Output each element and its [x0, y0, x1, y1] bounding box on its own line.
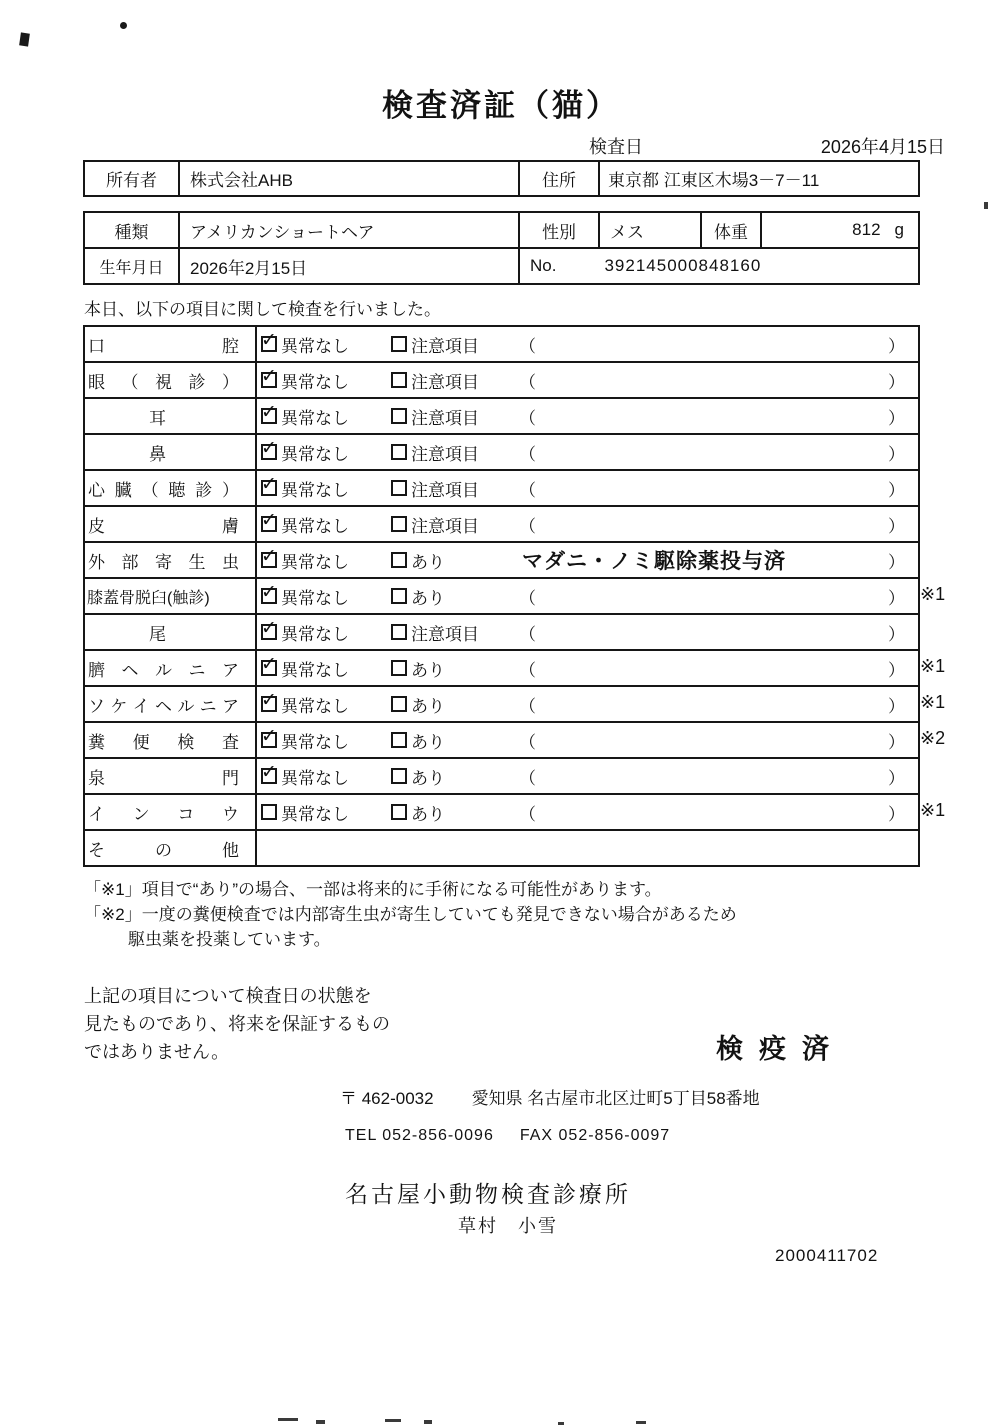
row-note: ※1 [920, 656, 946, 676]
clinic-phone-line [345, 1127, 670, 1145]
paren-close: ） [888, 552, 905, 572]
paren-close: ） [888, 444, 905, 464]
paren-open: （ [519, 624, 536, 644]
inspection-table [83, 325, 946, 867]
check1-label: 異常なし [281, 588, 349, 608]
owner-table [83, 160, 920, 197]
veterinarian-name: 草村 小雪 [458, 1216, 558, 1236]
paren-close: ） [888, 516, 905, 536]
document-serial: 2000411702 [775, 1246, 879, 1265]
item-label: 臍 ヘ ル ニ ア [85, 651, 257, 685]
item-label: 膝蓋骨脱臼(触診) [85, 579, 257, 613]
inspection-row [85, 397, 918, 433]
checkbox-icon [261, 408, 277, 424]
scan-artifact [278, 1418, 298, 1421]
address-value: 東京都 江東区木場3－7－11 [608, 171, 820, 190]
inspection-row [85, 793, 946, 829]
disclaimer-line: 見たものであり、将来を保証するもの [84, 1014, 390, 1034]
checkbox-icon [261, 624, 277, 640]
checkbox-icon [391, 336, 407, 352]
paren-close: ） [888, 480, 905, 500]
check2-label: 注意項目 [411, 372, 479, 392]
item-label: 外 部 寄 生 虫 [85, 543, 257, 577]
checkbox-icon [261, 516, 277, 532]
footnote-1: 「※1」項目で“あり”の場合、一部は将来的に手術になる可能性があります。 [84, 880, 662, 899]
checkbox-icon [261, 444, 277, 460]
check1-label: 異常なし [281, 336, 349, 356]
paren-open: （ [519, 696, 536, 716]
pet-info-table [83, 211, 920, 285]
checkbox-icon [391, 660, 407, 676]
paren-open: （ [519, 804, 536, 824]
checkbox-icon [261, 372, 277, 388]
no-label: No. [530, 256, 557, 275]
paren-open: （ [519, 372, 536, 392]
checkbox-icon [391, 624, 407, 640]
checkbox-icon [391, 516, 407, 532]
check1-label: 異常なし [281, 372, 349, 392]
paren-close: ） [888, 660, 905, 680]
item-label: ソ ケ イ ヘ ル ニ ア [85, 687, 257, 721]
check2-label: 注意項目 [411, 444, 479, 464]
check2-label: あり [411, 660, 445, 680]
item-label: そ の 他 [85, 831, 257, 865]
clinic-tel: TEL 052-856-0096 [345, 1127, 494, 1144]
inspection-date-value: 2026年4月15日 [820, 137, 945, 157]
inspection-row [85, 721, 946, 757]
scan-artifact [19, 32, 30, 46]
quarantine-stamp: 検疫済 [716, 1034, 845, 1064]
item-label: 泉 門 [85, 759, 257, 793]
checkbox-icon [261, 336, 277, 352]
checkbox-icon [391, 372, 407, 388]
clinic-fax: FAX 052-856-0097 [519, 1127, 671, 1144]
paren-close: ） [888, 768, 905, 788]
check1-label: 異常なし [281, 768, 349, 788]
postal-code: 〒 462-0032 [340, 1089, 434, 1108]
check1-label: 異常なし [281, 804, 349, 824]
paren-close: ） [888, 588, 905, 608]
check2-label: 注意項目 [411, 480, 479, 500]
inspection-row [85, 613, 918, 649]
checkbox-icon [261, 480, 277, 496]
paren-text: マダニ・ノミ駆除薬投与済 [522, 550, 786, 573]
paren-close: ） [888, 696, 905, 716]
page-title: 検査済証（猫） [382, 88, 620, 123]
disclaimer-line: 上記の項目について検査日の状態を [84, 986, 372, 1006]
owner-value: 株式会社AHB [180, 162, 520, 195]
check1-label: 異常なし [281, 408, 349, 428]
paren-open: （ [519, 660, 536, 680]
paren-open: （ [519, 444, 536, 464]
item-label: イ ン コ ウ [85, 795, 257, 829]
checkbox-icon [261, 552, 277, 568]
scan-artifact [636, 1421, 646, 1424]
paren-close: ） [888, 408, 905, 428]
check2-label: あり [411, 696, 445, 716]
inspection-row [85, 685, 946, 721]
breed-label: 種類 [85, 213, 180, 247]
clinic-address-line [340, 1084, 760, 1109]
check2-label: 注意項目 [411, 516, 479, 536]
check2-label: あり [411, 768, 445, 788]
scan-artifact [120, 22, 127, 29]
row-note: ※1 [920, 584, 946, 604]
inspection-row [85, 829, 918, 865]
owner-label: 所有者 [85, 162, 180, 195]
no-value: 392145000848160 [604, 256, 762, 275]
checkbox-icon [261, 768, 277, 784]
paren-close: ） [888, 372, 905, 392]
paren-open: （ [519, 480, 536, 500]
clinic-address: 愛知県 名古屋市北区辻町5丁目58番地 [471, 1089, 760, 1108]
paren-open: （ [519, 768, 536, 788]
checkbox-icon [391, 696, 407, 712]
check2-label: あり [411, 588, 445, 608]
weight-value-cell [762, 213, 918, 247]
inspection-row [85, 361, 918, 397]
checkbox-icon [261, 732, 277, 748]
paren-open: （ [519, 588, 536, 608]
inspection-date-label: 検査日 [589, 137, 643, 157]
item-label: 糞 便 検 査 [85, 723, 257, 757]
checkbox-icon [391, 732, 407, 748]
scan-artifact [424, 1420, 432, 1424]
paren-close: ） [888, 336, 905, 356]
checkbox-icon [261, 696, 277, 712]
weight-value: 812 [852, 220, 881, 239]
check1-label: 異常なし [281, 624, 349, 644]
birth-value: 2026年2月15日 [180, 249, 520, 283]
paren-open: （ [519, 516, 536, 536]
item-label: 尾 [85, 615, 257, 649]
check1-label: 異常なし [281, 732, 349, 752]
paren-close: ） [888, 624, 905, 644]
checkbox-icon [261, 804, 277, 820]
row-note: ※2 [920, 728, 946, 748]
row-note: ※1 [920, 692, 946, 712]
paren-close: ） [888, 732, 905, 752]
item-label: 耳 [85, 399, 257, 433]
inspection-row [85, 649, 946, 685]
scan-artifact [984, 202, 988, 209]
weight-label: 体重 [702, 213, 762, 247]
checkbox-icon [261, 588, 277, 604]
check2-label: 注意項目 [411, 336, 479, 356]
address-label: 住所 [520, 162, 600, 195]
inspection-row [85, 469, 918, 505]
footnote-2-continued: 駆虫薬を投薬しています。 [128, 930, 331, 949]
paren-close: ） [888, 804, 905, 824]
check1-label: 異常なし [281, 480, 349, 500]
inspection-date-row [0, 133, 1002, 157]
disclaimer [84, 982, 390, 1066]
footnotes [84, 877, 737, 952]
breed-value: アメリカンショートヘア [180, 213, 520, 247]
check2-label: 注意項目 [411, 624, 479, 644]
inspection-row [85, 505, 918, 541]
inspection-row [85, 327, 918, 361]
item-label: 心 臓 （ 聴 診 ） [85, 471, 257, 505]
microchip-no-cell [520, 249, 918, 283]
sex-label: 性別 [520, 213, 600, 247]
inspection-row [85, 577, 946, 613]
scan-artifact [385, 1419, 401, 1422]
checkbox-icon [391, 480, 407, 496]
intro-text: 本日、以下の項目に関して検査を行いました。 [84, 300, 441, 319]
paren-open: （ [519, 336, 536, 356]
checkbox-icon [391, 588, 407, 604]
check2-label: あり [411, 732, 445, 752]
checkbox-icon [391, 768, 407, 784]
paren-open: （ [519, 732, 536, 752]
inspection-row [85, 433, 918, 469]
empty-cell [257, 831, 918, 865]
scan-artifact [558, 1422, 564, 1425]
item-label: 皮 膚 [85, 507, 257, 541]
scan-artifact [316, 1420, 325, 1424]
checkbox-icon [391, 444, 407, 460]
sex-value: メス [600, 213, 702, 247]
checkbox-icon [391, 552, 407, 568]
inspection-row [85, 757, 918, 793]
row-note: ※1 [920, 800, 946, 820]
check2-label: 注意項目 [411, 408, 479, 428]
item-label: 鼻 [85, 435, 257, 469]
footnote-2: 「※2」一度の糞便検査では内部寄生虫が寄生していても発見できない場合があるため [84, 905, 737, 924]
item-label: 眼 （ 視 診 ） [85, 363, 257, 397]
paren-open: （ [519, 408, 536, 428]
check1-label: 異常なし [281, 552, 349, 572]
check2-label: あり [411, 804, 445, 824]
check1-label: 異常なし [281, 444, 349, 464]
checkbox-icon [261, 660, 277, 676]
check1-label: 異常なし [281, 660, 349, 680]
check1-label: 異常なし [281, 516, 349, 536]
weight-unit: g [894, 220, 904, 239]
check2-label: あり [411, 552, 445, 572]
birth-label: 生年月日 [85, 249, 180, 283]
clinic-name: 名古屋小動物検査診療所 [345, 1181, 631, 1207]
checkbox-icon [391, 408, 407, 424]
disclaimer-line: ではありません。 [84, 1042, 230, 1062]
item-label: 口 腔 [85, 327, 257, 361]
inspection-row [85, 541, 918, 577]
check1-label: 異常なし [281, 696, 349, 716]
checkbox-icon [391, 804, 407, 820]
